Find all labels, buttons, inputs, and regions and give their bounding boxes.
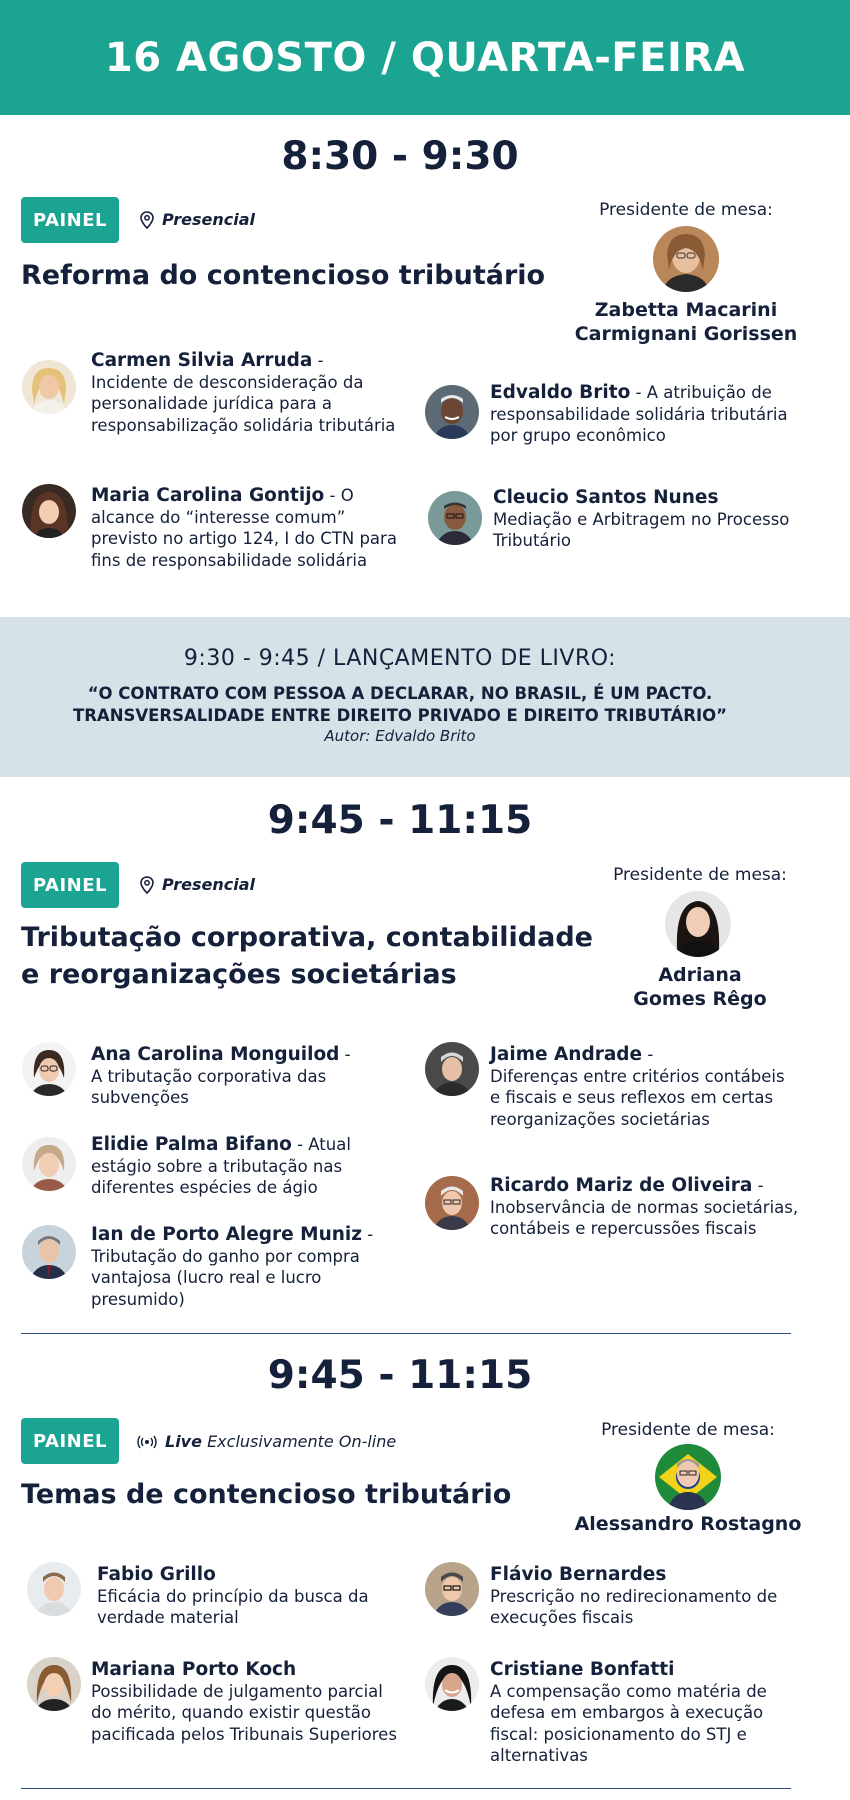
president-name-line2: Gomes Rêgo <box>633 988 767 1010</box>
president-name-line1: Adriana <box>658 964 742 986</box>
speaker-sep: - <box>752 1176 764 1195</box>
speaker-item <box>490 1564 790 1629</box>
speaker-sep: - Atual <box>291 1135 351 1154</box>
live-label: Live <box>165 1432 202 1451</box>
book-author: Autor: Edvaldo Brito <box>324 727 476 745</box>
speaker-avatar <box>22 1225 76 1279</box>
speaker-item <box>91 485 401 571</box>
panel-badge <box>21 197 119 243</box>
speaker-item <box>97 1564 397 1629</box>
speaker-topic: Possibilidade de julgamento parcial do mérito, quando existir questão pacificada pelos Tribunais Superiores <box>91 1681 397 1744</box>
book-title-line2: TRANSVERSALIDADE ENTRE DIREITO PRIVADO E DIREITO TRIBUTÁRIO” <box>72 706 728 725</box>
speaker-item <box>490 1175 800 1240</box>
speaker-name: Fabio Grillo <box>97 1564 216 1585</box>
speaker-name: Mariana Porto Koch <box>91 1659 297 1680</box>
session-title-line2: e reorganizações societárias <box>21 959 457 990</box>
panel-badge <box>21 862 119 908</box>
speaker-avatar <box>22 1042 76 1096</box>
speaker-item <box>91 1134 401 1199</box>
session-title <box>21 919 593 993</box>
speaker-item <box>490 1044 790 1130</box>
speaker-topic: estágio sobre a tributação nas diferentes espécies de ágio <box>91 1156 343 1197</box>
speaker-item <box>91 350 401 436</box>
speaker-name: Ian de Porto Alegre Muniz <box>91 1224 363 1245</box>
president-name <box>568 1512 808 1536</box>
live-tag <box>137 1432 396 1451</box>
session-title: Temas de contencioso tributário <box>21 1479 512 1510</box>
map-pin-icon <box>140 211 154 229</box>
speaker-avatar <box>425 1042 479 1096</box>
speaker-item <box>91 1224 411 1310</box>
speaker-avatar <box>425 1562 479 1616</box>
book-launch-band <box>0 617 850 777</box>
speaker-avatar <box>22 1137 76 1191</box>
session-time: 9:45 - 11:15 <box>267 1353 533 1398</box>
book-title-line1: “O CONTRATO COM PESSOA A DECLARAR, NO BRASIL, É UM PACTO. <box>87 684 713 703</box>
session-time: 9:45 - 11:15 <box>267 798 533 843</box>
speaker-name: Maria Carolina Gontijo <box>91 485 325 506</box>
speaker-name: Elidie Palma Bifano <box>91 1134 292 1155</box>
section-divider <box>21 1788 791 1789</box>
speaker-item <box>490 1659 800 1767</box>
speaker-sep: - <box>339 1045 351 1064</box>
speaker-name: Cristiane Bonfatti <box>490 1659 675 1680</box>
president-label: Presidente de mesa: <box>613 865 787 885</box>
speaker-topic: A compensação como matéria de defesa em embargos à execução fiscal: posicionamento do STJ e alternativas <box>490 1681 767 1765</box>
speaker-avatar <box>425 1176 479 1230</box>
speaker-avatar <box>27 1657 81 1711</box>
panel-badge-label: PAINEL <box>33 1430 107 1452</box>
speaker-topic: Inobservância de normas societárias, contábeis e repercussões fiscais <box>490 1197 799 1238</box>
speaker-name: Ricardo Mariz de Oliveira <box>490 1175 753 1196</box>
speaker-topic: responsabilidade solidária tributária por grupo econômico <box>490 404 788 445</box>
speaker-sep: - O <box>324 486 354 505</box>
speaker-name: Flávio Bernardes <box>490 1564 667 1585</box>
speaker-avatar <box>27 1562 81 1616</box>
president-name-line2: Carmignani Gorissen <box>574 323 798 345</box>
speaker-avatar <box>425 385 479 439</box>
speaker-avatar <box>22 484 76 538</box>
president-name-line1: Zabetta Macarini <box>594 299 778 321</box>
speaker-item <box>493 487 793 552</box>
speaker-name: Carmen Silvia Arruda <box>91 350 313 371</box>
speaker-sep: - <box>642 1045 654 1064</box>
session-time: 8:30 - 9:30 <box>281 134 519 179</box>
president-avatar <box>655 1444 721 1510</box>
speaker-item <box>91 1659 401 1745</box>
session-title-line1: Tributação corporativa, contabilidade <box>21 922 593 953</box>
president-name-line1: Alessandro Rostagno <box>574 1513 802 1535</box>
president-name <box>580 963 820 1011</box>
speaker-sep: - <box>362 1225 374 1244</box>
book-title <box>0 683 800 727</box>
live-extra: Exclusivamente On-line <box>207 1432 397 1451</box>
speaker-name: Ana Carolina Monguilod <box>91 1044 340 1065</box>
location-label: Presencial <box>162 210 255 229</box>
speaker-topic: Eficácia do princípio da busca da verdade material <box>97 1586 369 1627</box>
speaker-item <box>91 1044 401 1109</box>
session-title: Reforma do contencioso tributário <box>21 260 546 291</box>
speaker-item <box>490 382 800 447</box>
speaker-topic: Tributação do ganho por compra vantajosa (lucro real e lucro presumido) <box>91 1246 360 1309</box>
president-label: Presidente de mesa: <box>599 200 773 220</box>
map-pin-icon <box>140 876 154 894</box>
location-tag <box>140 875 255 894</box>
speaker-topic: A tributação corporativa das subvenções <box>91 1066 327 1107</box>
speaker-topic: Mediação e Arbitragem no Processo Tributário <box>493 509 790 550</box>
speaker-topic: Diferenças entre critérios contábeis e fiscais e seus reflexos em certas reorganizações societárias <box>490 1066 785 1129</box>
speaker-sep: - <box>312 351 324 370</box>
panel-badge-label: PAINEL <box>33 209 107 231</box>
president-label: Presidente de mesa: <box>601 1420 775 1440</box>
location-tag <box>140 210 255 229</box>
date-header <box>0 0 850 115</box>
speaker-avatar <box>425 1657 479 1711</box>
speaker-avatar <box>428 491 482 545</box>
speaker-topic: Prescrição no redirecionamento de execuções fiscais <box>490 1586 778 1627</box>
section-divider <box>21 1333 791 1334</box>
speaker-topic: alcance do “interesse comum” previsto no artigo 124, I do CTN para fins de responsabilidade solidária <box>91 507 397 570</box>
panel-badge <box>21 1418 119 1464</box>
speaker-sep: - A atribuição de <box>630 383 772 402</box>
speaker-name: Jaime Andrade <box>490 1044 643 1065</box>
speaker-topic: Incidente de desconsideração da personalidade jurídica para a responsabilização solidária tributária <box>91 372 396 435</box>
president-avatar <box>665 891 731 957</box>
broadcast-icon <box>137 1435 157 1449</box>
president-name <box>566 298 806 346</box>
location-label: Presencial <box>162 875 255 894</box>
date-header-text: 16 AGOSTO / QUARTA-FEIRA <box>104 34 746 81</box>
book-launch-heading: 9:30 - 9:45 / LANÇAMENTO DE LIVRO: <box>183 646 617 671</box>
president-avatar <box>653 226 719 292</box>
speaker-name: Edvaldo Brito <box>490 382 631 403</box>
panel-badge-label: PAINEL <box>33 874 107 896</box>
speaker-name: Cleucio Santos Nunes <box>493 487 719 508</box>
speaker-avatar <box>22 360 76 414</box>
